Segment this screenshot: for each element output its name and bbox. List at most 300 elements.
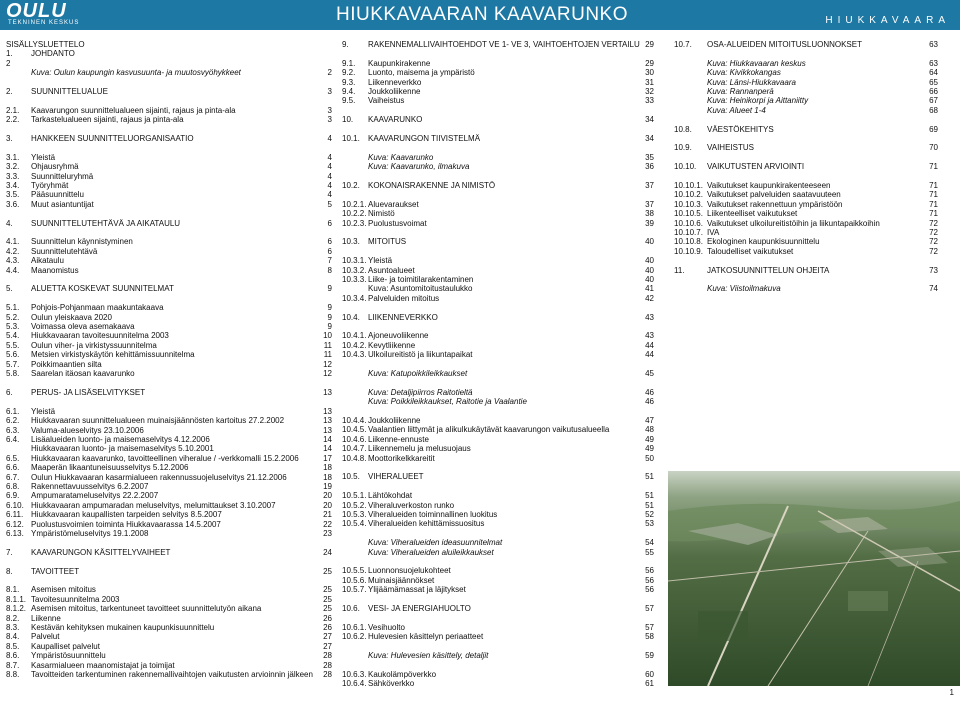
toc-entry-page: 40 — [645, 237, 654, 247]
toc-entry-title: Joukkoliikenne — [368, 87, 421, 97]
spacer — [342, 172, 654, 181]
toc-entry-number: 10.5.7. — [342, 585, 367, 595]
toc-entry-number: 2.2. — [6, 115, 20, 125]
spacer — [342, 642, 654, 651]
toc-entry — [674, 219, 938, 228]
toc-entry-title: Oulun Hiukkavaaran kasarmialueen rakennussuojeluselvitys 21.12.2006 — [31, 472, 287, 482]
toc-entry-title: Pohjois-Pohjanmaan maakuntakaava — [31, 303, 164, 313]
toc-entry-page: 64 — [929, 68, 938, 78]
toc-entry — [6, 407, 332, 416]
toc-entry-title: Lisäalueiden luonto- ja maisemaselvitys 4.12.2006 — [31, 434, 210, 444]
toc-entry — [342, 200, 654, 209]
toc-entry-page: 57 — [645, 622, 654, 632]
toc-entry-number: 8.7. — [6, 660, 20, 670]
toc-entry — [342, 566, 654, 575]
toc-entry — [342, 454, 654, 463]
toc-entry-title: SUUNNITTELUTEHTÄVÄ JA AIKATAULU — [31, 218, 181, 228]
toc-entry — [342, 501, 654, 510]
toc-entry-title: Ympäristösuunnittelu — [31, 651, 106, 661]
toc-entry-title: Suunnittelun käynnistyminen — [31, 237, 133, 247]
toc-entry — [6, 661, 332, 670]
toc-entry-number: 5.2. — [6, 312, 20, 322]
toc-entry — [342, 435, 654, 444]
toc-entry — [6, 106, 332, 115]
toc-entry-page: 37 — [645, 199, 654, 209]
page-title: HIUKKAVAARAN KAAVARUNKO — [336, 4, 628, 25]
aerial-photo — [668, 471, 960, 686]
toc-entry — [342, 416, 654, 425]
toc-entry-number: 10.5.3. — [342, 510, 367, 520]
toc-entry-page: 3 — [327, 115, 332, 125]
toc-entry-title: Tarkastelualueen sijainti, rajaus ja pinta-ala — [31, 115, 184, 125]
toc-entry-page: 71 — [929, 209, 938, 219]
toc-entry-page: 19 — [323, 481, 332, 491]
toc-entry-number: 10.10.5. — [674, 209, 703, 219]
toc-heading — [6, 388, 332, 397]
toc-entry-page: 3 — [327, 105, 332, 115]
toc-entry — [342, 519, 654, 528]
toc-entry-number: 10.4.7. — [342, 444, 367, 454]
toc-entry-page: 24 — [323, 547, 332, 557]
toc-entry-number: 5.4. — [6, 331, 20, 341]
toc-entry — [6, 59, 332, 68]
toc-entry — [6, 604, 332, 613]
toc-entry-title: Viheraluverkoston runko — [368, 500, 455, 510]
toc-entry-page: 12 — [323, 369, 332, 379]
toc-entry-page: 35 — [645, 152, 654, 162]
toc-entry-number: 4.1. — [6, 237, 20, 247]
toc-entry — [6, 313, 332, 322]
toc-entry-page: 5 — [327, 199, 332, 209]
toc-entry — [6, 162, 332, 171]
toc-entry-title: Kuva: Heinikorpi ja Aittaniitty — [707, 96, 809, 106]
toc-entry-title: OSA-ALUEIDEN MITOITUSLUONNOKSET — [707, 40, 862, 49]
toc-figure-entry — [342, 153, 654, 162]
toc-entry-page: 46 — [645, 387, 654, 397]
spacer — [342, 595, 654, 604]
toc-entry-title: JOHDANTO — [31, 49, 75, 59]
spacer — [6, 125, 332, 134]
toc-entry-title: Metsien virkistyskäytön kehittämissuunnitelma — [31, 350, 195, 360]
toc-entry — [342, 491, 654, 500]
toc-entry-page: 6 — [327, 218, 332, 228]
toc-entry-page: 71 — [929, 181, 938, 191]
toc-entry-number: 10.1. — [342, 134, 360, 144]
toc-entry-number: 10.6. — [342, 604, 360, 614]
toc-entry-title: Kasarmialueen maanomistajat ja toimijat — [31, 660, 175, 670]
toc-entry-number: 10.5. — [342, 472, 360, 482]
toc-entry — [6, 350, 332, 359]
toc-entry-page: 20 — [323, 491, 332, 501]
spacer — [6, 294, 332, 303]
page-number: 1 — [949, 688, 954, 697]
toc-entry-page: 38 — [645, 209, 654, 219]
toc-entry-title: Tavoitteiden tarkentuminen rakennemallivaihtojen vaikutusten arvioinnin jälkeen — [31, 670, 313, 680]
toc-entry-page: 70 — [929, 143, 938, 153]
toc-entry-title: Yleistä — [31, 406, 56, 416]
toc-entry-page: 53 — [645, 519, 654, 529]
toc-entry-number: 10.5.2. — [342, 500, 367, 510]
spacer — [6, 379, 332, 388]
toc-entry — [342, 623, 654, 632]
toc-entry-title: Hiukkavaaran ampumaradan meluselvitys, melumittaukset 3.10.2007 — [31, 500, 276, 510]
spacer — [342, 529, 654, 538]
toc-entry-number: 10.8. — [674, 124, 692, 134]
toc-entry-number: 10.6.2. — [342, 632, 367, 642]
toc-entry-title: Asemisen mitoitus — [31, 585, 96, 595]
toc-entry-title: Puolustusvoimat — [368, 218, 427, 228]
toc-entry — [674, 228, 938, 237]
toc-entry-page: 50 — [645, 453, 654, 463]
toc-entry-number: 6.12. — [6, 519, 24, 529]
toc-entry-number: 10.10.1. — [674, 181, 703, 191]
toc-entry-number: 6.2. — [6, 416, 20, 426]
toc-entry-title: Maanomistus — [31, 265, 79, 275]
toc-entry-title: Kestävän kehityksen mukainen kaupunkisuunnittelu — [31, 622, 215, 632]
toc-entry-title: Muinaisjäännökset — [368, 575, 435, 585]
toc-entry-title: Liike- ja toimitilarakentaminen — [368, 275, 474, 285]
toc-entry-title: Kuva: Detaljipiirros Raitotieltä — [368, 387, 473, 397]
toc-entry-number: SISÄLLYSLUETTELO — [6, 40, 85, 49]
toc-entry — [342, 585, 654, 594]
toc-figure-entry — [342, 388, 654, 397]
toc-entry-title: VESI- JA ENERGIAHUOLTO — [368, 604, 471, 614]
toc-entry-title: Hiukkavaaran luonto- ja maisemaselvitys 5.10.2001 — [31, 444, 214, 454]
toc-entry-number: 10.5.6. — [342, 575, 367, 585]
toc-entry-page: 9 — [327, 322, 332, 332]
toc-entry-title: Rakennettavuusselvitys 6.2.2007 — [31, 481, 149, 491]
toc-entry-title: Hiukkavaaran suunnittelualueen muinaisjäännösten kartoitus 27.2.2002 — [31, 416, 285, 426]
toc-entry-title: Kuva: Asuntomitoitustaulukko — [368, 284, 473, 294]
toc-entry-title: PERUS- JA LISÄSELVITYKSET — [31, 387, 146, 397]
toc-entry — [6, 670, 332, 679]
toc-entry-page: 30 — [645, 68, 654, 78]
toc-entry-title: Vaikutukset rakennettuun ympäristöön — [707, 199, 843, 209]
spacer — [342, 49, 654, 58]
toc-entry-number: 5.3. — [6, 322, 20, 332]
toc-entry-number: 6.4. — [6, 434, 20, 444]
toc-entry-title: Aikataulu — [31, 256, 64, 266]
toc-entry-title: Maaperän likaantuneisuusselvitys 5.12.2006 — [31, 463, 189, 473]
toc-figure-entry — [342, 538, 654, 547]
toc-entry-number: 7. — [6, 547, 13, 557]
toc-entry — [342, 294, 654, 303]
toc-entry-page: 40 — [645, 275, 654, 285]
toc-entry-page: 49 — [645, 444, 654, 454]
toc-entry-title: Hulevesien käsittelyn periaatteet — [368, 632, 484, 642]
spacer — [342, 360, 654, 369]
toc-entry — [6, 595, 332, 604]
toc-entry — [342, 341, 654, 350]
toc-entry-title: Joukkoliikenne — [368, 416, 421, 426]
toc-entry-page: 56 — [645, 585, 654, 595]
spacer — [674, 49, 938, 58]
toc-entry-page: 41 — [645, 284, 654, 294]
toc-figure-entry — [674, 96, 938, 105]
toc-entry-number: 10.10. — [674, 162, 697, 172]
toc-entry-title: Aluevaraukset — [368, 199, 419, 209]
toc-entry-page: 8 — [327, 265, 332, 275]
toc-entry-title: TAVOITTEET — [31, 566, 80, 576]
toc-entry-title: Tavoitesuunnitelma 2003 — [31, 594, 120, 604]
toc-entry-number: 8.2. — [6, 613, 20, 623]
toc-entry-title: JATKOSUUNNITTELUN OHJEITA — [707, 265, 830, 275]
toc-entry-number: 4. — [6, 218, 13, 228]
toc-entry-number: 6.3. — [6, 425, 20, 435]
toc-entry-page: 26 — [323, 622, 332, 632]
toc-entry — [342, 331, 654, 340]
toc-entry-number: 10.10.2. — [674, 190, 703, 200]
toc-entry-page: 42 — [645, 293, 654, 303]
toc-entry-title: Kuva: Rannanperä — [707, 87, 774, 97]
toc-entry-number: 6.10. — [6, 500, 24, 510]
toc-entry-title: Vaiheistus — [368, 96, 405, 106]
toc-entry — [6, 181, 332, 190]
spacer — [674, 256, 938, 265]
toc-entry — [342, 670, 654, 679]
toc-entry — [6, 416, 332, 425]
toc-entry-number: 2.1. — [6, 105, 20, 115]
toc-entry — [674, 200, 938, 209]
toc-entry — [6, 501, 332, 510]
toc-heading — [674, 40, 938, 49]
toc-heading — [6, 284, 332, 293]
toc-heading — [674, 266, 938, 275]
toc-entry-page: 6 — [327, 237, 332, 247]
toc-entry-page: 36 — [645, 162, 654, 172]
toc-entry-page: 4 — [327, 190, 332, 200]
toc-entry-page: 9 — [327, 303, 332, 313]
toc-entry-number: 8.4. — [6, 632, 20, 642]
toc-entry-number: 3.3. — [6, 171, 20, 181]
spacer — [674, 172, 938, 181]
spacer — [342, 407, 654, 416]
toc-entry-number: 6.7. — [6, 472, 20, 482]
toc-entry-page: 13 — [323, 406, 332, 416]
toc-entry-page: 25 — [323, 604, 332, 614]
toc-entry-number: 10.6.3. — [342, 669, 367, 679]
toc-entry — [6, 426, 332, 435]
spacer — [674, 153, 938, 162]
toc-entry-title: Kuva: Viistoilmakuva — [707, 284, 781, 294]
toc-entry-page: 48 — [645, 425, 654, 435]
toc-entry-page: 20 — [323, 500, 332, 510]
toc-entry-page: 40 — [645, 256, 654, 266]
toc-entry — [674, 237, 938, 246]
toc-column-3 — [674, 40, 938, 294]
toc-entry-title: Sähköverkko — [368, 679, 415, 689]
toc-entry-page: 44 — [645, 340, 654, 350]
toc-entry-title: Palveluiden mitoitus — [368, 293, 440, 303]
toc-entry — [342, 96, 654, 105]
toc-entry-title: KAAVARUNGON KÄSITTELYVAIHEET — [31, 547, 171, 557]
toc-entry-title: Poikkimaantien silta — [31, 359, 102, 369]
toc-entry-number: 6.8. — [6, 481, 20, 491]
toc-entry — [6, 529, 332, 538]
toc-entry-page: 7 — [327, 256, 332, 266]
toc-entry-title: Ulkoilureitistö ja liikuntapaikat — [368, 350, 473, 360]
spacer — [674, 134, 938, 143]
toc-entry-page: 71 — [929, 162, 938, 172]
toc-entry-title: VAIHEISTUS — [707, 143, 754, 153]
toc-heading — [342, 472, 654, 481]
spacer — [342, 614, 654, 623]
toc-entry-page: 4 — [327, 134, 332, 144]
toc-entry — [342, 275, 654, 284]
toc-entry-page: 51 — [645, 472, 654, 482]
toc-heading — [6, 134, 332, 143]
toc-entry-number: 10.10.7. — [674, 228, 703, 238]
toc-entry-title: Ajoneuvoliikenne — [368, 331, 429, 341]
toc-entry-page: 69 — [929, 124, 938, 134]
toc-entry-page: 63 — [929, 40, 938, 49]
toc-entry-title: Asuntoalueet — [368, 265, 415, 275]
toc-entry-number: 10.2.3. — [342, 218, 367, 228]
toc-entry-title: Ekologinen kaupunkisuunnittelu — [707, 237, 820, 247]
toc-entry — [6, 303, 332, 312]
toc-entry — [6, 463, 332, 472]
toc-heading — [6, 567, 332, 576]
toc-entry-number: 5.7. — [6, 359, 20, 369]
toc-entry — [6, 256, 332, 265]
toc-entry-title: Liikenne-ennuste — [368, 434, 429, 444]
toc-entry-number: 8.3. — [6, 622, 20, 632]
toc-heading — [342, 313, 654, 322]
toc-entry-page: 45 — [645, 369, 654, 379]
toc-entry-title: VÄESTÖKEHITYS — [707, 124, 774, 134]
toc-entry-page: 56 — [645, 575, 654, 585]
toc-entry-page: 56 — [645, 566, 654, 576]
toc-entry-title: SUUNNITTELUALUE — [31, 87, 108, 97]
toc-entry-title: Ampumaratameluselvitys 22.2.2007 — [31, 491, 159, 501]
toc-heading — [6, 548, 332, 557]
brand-wordmark: HIUKKAVAARA — [825, 15, 950, 26]
toc-heading — [342, 40, 654, 49]
toc-figure-entry — [342, 397, 654, 406]
spacer — [342, 557, 654, 566]
toc-entry-title: KAAVARUNGON TIIVISTELMÄ — [368, 134, 481, 144]
toc-entry-page: 68 — [929, 105, 938, 115]
toc-entry-page: 57 — [645, 604, 654, 614]
toc-entry — [6, 482, 332, 491]
toc-entry-page: 74 — [929, 284, 938, 294]
toc-entry-page: 43 — [645, 331, 654, 341]
toc-entry-number: 10.2.2. — [342, 209, 367, 219]
toc-entry-page: 9 — [327, 284, 332, 294]
toc-entry-title: Voimassa oleva asemakaava — [31, 322, 135, 332]
toc-entry — [342, 576, 654, 585]
toc-entry — [6, 266, 332, 275]
toc-entry-title: Kuva: Hulevesien käsittely, detaljit — [368, 651, 489, 661]
toc-entry-page: 52 — [645, 510, 654, 520]
spacer — [342, 661, 654, 670]
toc-entry-page: 13 — [323, 416, 332, 426]
toc-entry-number: 8.1.2. — [6, 604, 27, 614]
spacer — [6, 397, 332, 406]
toc-entry-title: Viheralueiden toiminnallinen luokitus — [368, 510, 498, 520]
toc-entry-title: Viheralueiden kehittämissuositus — [368, 519, 485, 529]
toc-entry-page: 25 — [323, 566, 332, 576]
toc-figure-entry — [674, 78, 938, 87]
toc-entry-page: 72 — [929, 246, 938, 256]
toc-entry-title: Kuva: Poikkileikkaukset, Raitotie ja Vaalantie — [368, 397, 527, 407]
toc-entry-title: Ympäristömeluselvitys 19.1.2008 — [31, 528, 149, 538]
toc-entry-title: Liikenteelliset vaikutukset — [707, 209, 798, 219]
toc-entry-title: VIHERALUEET — [368, 472, 424, 482]
toc-entry-title: Kuva: Viheralueiden ideasuunnitelmat — [368, 538, 503, 548]
toc-entry-title: Vesihuolto — [368, 622, 405, 632]
toc-entry-number: 1. — [6, 49, 13, 59]
toc-entry — [342, 87, 654, 96]
toc-entry-page: 4 — [327, 152, 332, 162]
toc-entry-title: Vaikutukset palveluiden saatavuuteen — [707, 190, 841, 200]
toc-entry-page: 21 — [323, 510, 332, 520]
toc-entry-title: Liikenne — [31, 613, 61, 623]
spacer — [342, 322, 654, 331]
toc-column-1 — [6, 40, 332, 679]
toc-entry-page: 2 — [327, 68, 332, 78]
toc-entry-number: 9. — [342, 40, 349, 49]
toc-entry-title: IVA — [707, 228, 720, 238]
toc-entry-number: 5.5. — [6, 340, 20, 350]
toc-entry-title: Suunnitteluryhmä — [31, 171, 94, 181]
toc-entry — [674, 190, 938, 199]
toc-entry-title: Kuva: Oulun kaupungin kasvusuunta- ja muutosvyöhykkeet — [31, 68, 241, 78]
toc-entry-page: 4 — [327, 162, 332, 172]
toc-figure-entry — [342, 651, 654, 660]
toc-entry-title: Kuva: Kivikkokangas — [707, 68, 781, 78]
toc-entry-number: 10.10.9. — [674, 246, 703, 256]
toc-entry-number: 8.1. — [6, 585, 20, 595]
toc-entry — [6, 369, 332, 378]
toc-entry-number: 9.1. — [342, 58, 356, 68]
toc-entry-title: Suunnittelutehtävä — [31, 246, 98, 256]
toc-entry-page: 37 — [645, 181, 654, 191]
toc-entry-number: 10.5.4. — [342, 519, 367, 529]
toc-entry-title: Kuva: Alueet 1-4 — [707, 105, 766, 115]
toc-entry-page: 39 — [645, 218, 654, 228]
toc-figure-entry — [674, 68, 938, 77]
spacer — [342, 125, 654, 134]
toc-figure-entry — [674, 106, 938, 115]
toc-entry-title: Ohjausryhmä — [31, 162, 79, 172]
toc-entry-number: 8.1.1. — [6, 594, 27, 604]
logo-subtext: TEKNINEN KESKUS — [8, 20, 80, 26]
spacer — [342, 247, 654, 256]
toc-heading — [674, 125, 938, 134]
toc-entry-number: 5.1. — [6, 303, 20, 313]
toc-entry-page: 27 — [323, 641, 332, 651]
toc-heading — [342, 604, 654, 613]
toc-entry — [342, 78, 654, 87]
header-bar — [0, 0, 960, 30]
toc-entry-title: Liikenneverkko — [368, 77, 422, 87]
toc-entry-number: 10.9. — [674, 143, 692, 153]
toc-entry-page: 34 — [645, 134, 654, 144]
spacer — [674, 275, 938, 284]
toc-entry-title: Kuva: Kaavarunko, ilmakuva — [368, 162, 470, 172]
toc-entry — [6, 642, 332, 651]
toc-entry-title: LIIKENNEVERKKO — [368, 312, 438, 322]
toc-entry-number: 10.10.8. — [674, 237, 703, 247]
toc-entry-page: 33 — [645, 96, 654, 106]
toc-entry-title: Hiukkavaaran kaupallisten tarpeiden selvitys 8.5.2007 — [31, 510, 222, 520]
toc-entry-page: 46 — [645, 397, 654, 407]
toc-entry-title: Hiukkavaaran kaavarunko, tavoitteellinen viheralue / -verkkomalli 15.2.2006 — [31, 453, 299, 463]
toc-entry — [6, 435, 332, 444]
toc-entry — [342, 632, 654, 641]
toc-entry-page: 63 — [929, 58, 938, 68]
